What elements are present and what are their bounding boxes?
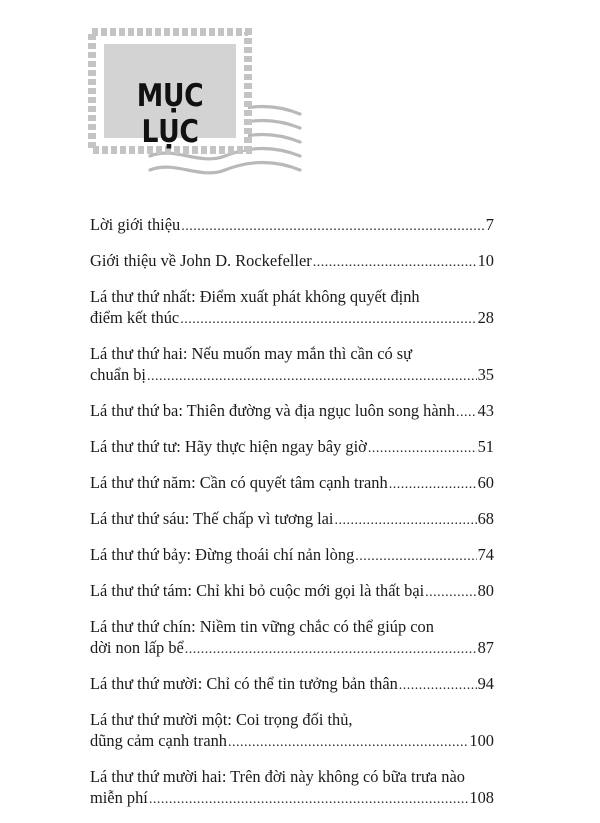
toc-entry-line [90, 580, 494, 603]
dot-leader [335, 510, 477, 531]
page-title: MỤC LỤC [136, 78, 204, 150]
toc-page-number: 68 [477, 509, 494, 528]
toc-entry-line [90, 343, 494, 364]
toc-entry-line [90, 616, 494, 637]
toc-entry [90, 616, 494, 660]
dot-leader [355, 546, 476, 567]
dot-leader [389, 474, 477, 495]
toc-entry [90, 286, 494, 330]
toc-entry-title: dời non lấp bể [90, 638, 184, 657]
toc-entry [90, 400, 494, 423]
dot-leader [185, 639, 477, 660]
toc-entry-title: Lá thư thứ năm: Cần có quyết tâm cạnh tranh [90, 473, 388, 492]
toc-entry-title: Lá thư thứ sáu: Thế chấp vì tương lai [90, 509, 334, 528]
toc-entry-title: Lá thư thứ bảy: Đừng thoái chí nản lòng [90, 545, 355, 564]
toc-entry-line [90, 364, 494, 387]
toc-entry [90, 214, 494, 237]
table-of-contents [90, 214, 494, 823]
postage-stamp-icon [0, 0, 600, 200]
toc-page-number: 28 [477, 308, 494, 327]
dot-leader [313, 252, 477, 273]
toc-entry-line [90, 637, 494, 660]
toc-page-number: 74 [477, 545, 494, 564]
toc-entry-line [90, 730, 494, 753]
toc-entry-line [90, 673, 494, 696]
toc-entry-title: Lá thư thứ nhất: Điểm xuất phát không quyết định [90, 287, 420, 306]
toc-entry-line [90, 307, 494, 330]
toc-page-number: 108 [469, 788, 494, 807]
toc-page-number: 60 [477, 473, 494, 492]
toc-entry [90, 472, 494, 495]
toc-entry-title: Lá thư thứ mười hai: Trên đời này không có bữa trưa nào [90, 767, 465, 786]
toc-entry-title: miễn phí [90, 788, 148, 807]
toc-entry-line [90, 508, 494, 531]
toc-page-number: 100 [469, 731, 494, 750]
toc-entry-line [90, 787, 494, 810]
toc-entry [90, 508, 494, 531]
dot-leader [180, 309, 476, 330]
toc-entry-line [90, 436, 494, 459]
toc-page-number: 51 [477, 437, 494, 456]
toc-entry [90, 709, 494, 753]
toc-entry-line [90, 766, 494, 787]
dot-leader [147, 366, 477, 387]
toc-entry-line [90, 214, 494, 237]
toc-entry-title: Lời giới thiệu [90, 215, 181, 234]
toc-entry-line [90, 286, 494, 307]
toc-entry-title: Lá thư thứ mười: Chỉ có thể tin tưởng bản thân [90, 674, 398, 693]
toc-entry-title: Lá thư thứ ba: Thiên đường và địa ngục luôn song hành [90, 401, 456, 420]
toc-entry-title: điểm kết thúc [90, 308, 180, 327]
toc-entry [90, 436, 494, 459]
toc-entry-title: chuẩn bị [90, 365, 146, 384]
toc-page-number: 87 [477, 638, 494, 657]
toc-entry-title: Lá thư thứ tư: Hãy thực hiện ngay bây giờ [90, 437, 367, 456]
toc-entry [90, 766, 494, 810]
toc-entry-line [90, 709, 494, 730]
toc-entry [90, 673, 494, 696]
toc-entry-line [90, 250, 494, 273]
postage-stamp-header [0, 0, 600, 200]
toc-entry-title: Lá thư thứ mười một: Coi trọng đối thủ, [90, 710, 353, 729]
toc-entry [90, 544, 494, 567]
toc-entry [90, 343, 494, 387]
toc-page-number: 7 [485, 215, 494, 234]
dot-leader [425, 582, 476, 603]
toc-entry-title: Giới thiệu về John D. Rockefeller [90, 251, 312, 270]
toc-entry [90, 250, 494, 273]
toc-page-number: 10 [477, 251, 494, 270]
toc-page-number: 43 [477, 401, 494, 420]
toc-entry-title: Lá thư thứ chín: Niềm tin vững chắc có thể giúp con [90, 617, 434, 636]
dot-leader [181, 216, 485, 237]
toc-entry-title: dũng cảm cạnh tranh [90, 731, 227, 750]
toc-page-number: 35 [477, 365, 494, 384]
dot-leader [368, 438, 477, 459]
dot-leader [228, 732, 468, 753]
toc-entry [90, 580, 494, 603]
toc-entry-line [90, 400, 494, 423]
toc-entry-line [90, 544, 494, 567]
toc-page-number: 80 [477, 581, 494, 600]
toc-entry-title: Lá thư thứ tám: Chỉ khi bỏ cuộc mới gọi là thất bại [90, 581, 425, 600]
toc-entry-line [90, 472, 494, 495]
dot-leader [456, 402, 477, 423]
toc-page-number: 94 [477, 674, 494, 693]
dot-leader [399, 675, 477, 696]
toc-entry-title: Lá thư thứ hai: Nếu muốn may mắn thì cần có sự [90, 344, 413, 363]
